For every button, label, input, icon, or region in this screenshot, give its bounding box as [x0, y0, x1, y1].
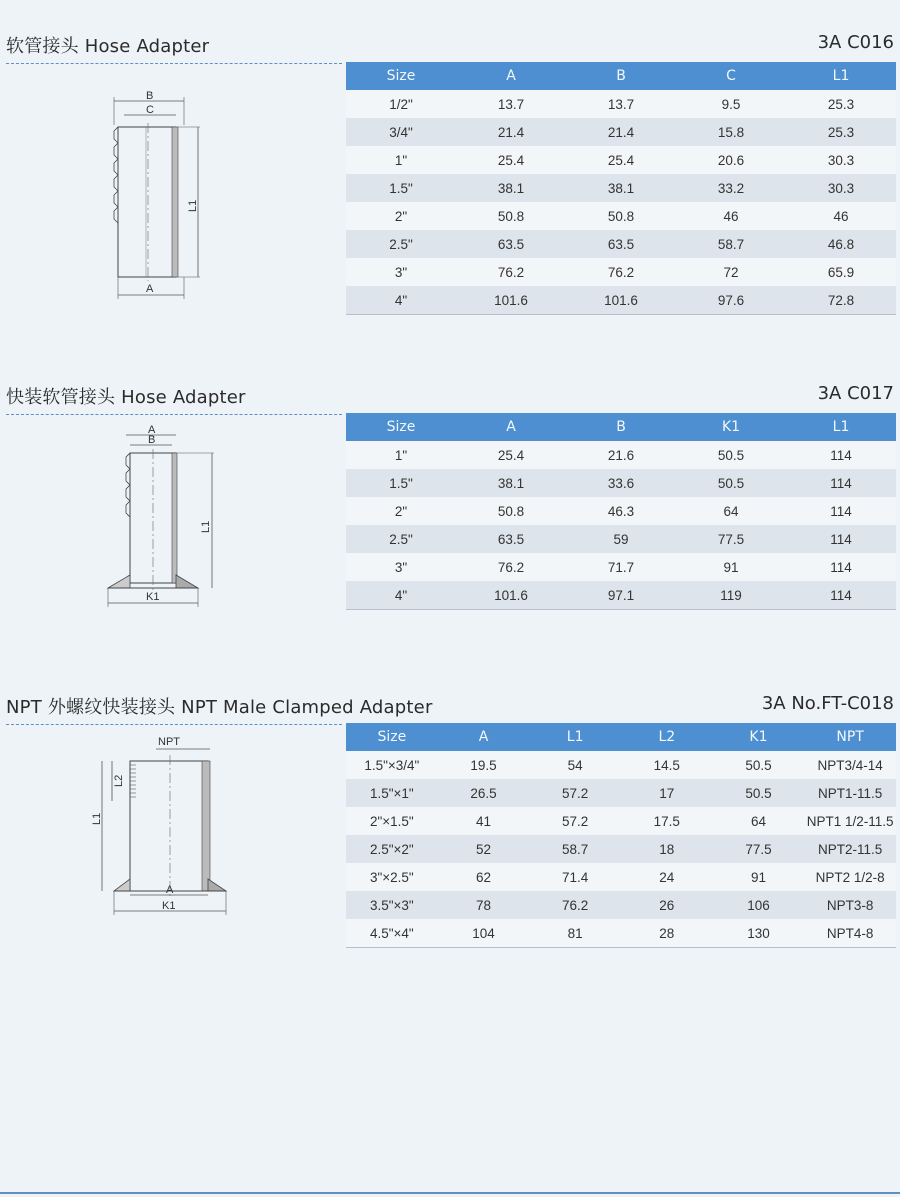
table-cell: 46.3: [566, 497, 676, 525]
dim-label-l2: L2: [113, 774, 125, 787]
page-bottom-rule: [0, 1192, 900, 1194]
spec-table-ft-c018: [346, 723, 896, 948]
clamped-hose-adapter-drawing: [0, 423, 340, 613]
dim-label-l1: L1: [200, 520, 212, 533]
table-header-row: [346, 413, 896, 441]
table-cell: NPT3/4-14: [804, 751, 896, 779]
table-cell: 50.5: [676, 469, 786, 497]
table-cell: NPT2-11.5: [804, 835, 896, 863]
table-cell: 26: [621, 891, 713, 919]
table-cell: 28: [621, 919, 713, 948]
dim-label-npt: NPT: [158, 736, 180, 748]
section-title: 快装软管接头 Hose Adapter: [6, 387, 246, 408]
table-cell: 63.5: [456, 525, 566, 553]
table-cell: 58.7: [676, 230, 786, 258]
table-cell: 25.4: [456, 441, 566, 469]
table-row: [346, 919, 896, 948]
table-cell: 14.5: [621, 751, 713, 779]
table-cell: 97.6: [676, 286, 786, 315]
column-header: A: [456, 413, 566, 441]
table-cell: 2"×1.5": [346, 807, 438, 835]
table-cell: 106: [713, 891, 805, 919]
table-cell: 101.6: [456, 286, 566, 315]
product-code: 3A No.FT-C018: [761, 693, 894, 714]
hose-adapter-drawing: [0, 87, 340, 295]
table-cell: 65.9: [786, 258, 896, 286]
table-cell: 101.6: [456, 581, 566, 610]
product-code: 3A C016: [817, 32, 894, 53]
column-header: L1: [529, 723, 621, 751]
divider: [6, 414, 342, 415]
table-cell: 119: [676, 581, 786, 610]
dim-label-a: A: [166, 884, 174, 896]
table-row: [346, 581, 896, 610]
column-header: L2: [621, 723, 713, 751]
table-cell: 114: [786, 525, 896, 553]
dim-label-l1: L1: [91, 812, 103, 825]
table-cell: 21.6: [566, 441, 676, 469]
table-header-row: [346, 62, 896, 90]
dim-label-b: B: [148, 434, 156, 446]
table-header-row: [346, 723, 896, 751]
table-cell: 101.6: [566, 286, 676, 315]
table-cell: 1.5": [346, 174, 456, 202]
table-cell: NPT2 1/2-8: [804, 863, 896, 891]
column-header: B: [566, 413, 676, 441]
table-row: [346, 258, 896, 286]
table-cell: 57.2: [529, 807, 621, 835]
table-cell: 18: [621, 835, 713, 863]
table-row: [346, 863, 896, 891]
table-cell: 4": [346, 581, 456, 610]
spec-table-c017: [346, 413, 896, 610]
table-cell: 33.6: [566, 469, 676, 497]
table-row: [346, 174, 896, 202]
table-cell: 130: [713, 919, 805, 948]
table-cell: 64: [713, 807, 805, 835]
column-header: A: [456, 62, 566, 90]
table-cell: 46.8: [786, 230, 896, 258]
table-row: [346, 441, 896, 469]
table-cell: 46: [676, 202, 786, 230]
table-cell: 38.1: [456, 174, 566, 202]
column-header: Size: [346, 62, 456, 90]
table-row: [346, 553, 896, 581]
table-cell: 1.5": [346, 469, 456, 497]
table-cell: 76.2: [566, 258, 676, 286]
table-cell: 1.5"×3/4": [346, 751, 438, 779]
table-cell: 4": [346, 286, 456, 315]
table-row: [346, 891, 896, 919]
divider: [6, 63, 342, 64]
table-row: [346, 90, 896, 118]
table-cell: 3/4": [346, 118, 456, 146]
table-row: [346, 751, 896, 779]
dim-label-l1: L1: [187, 199, 199, 212]
table-cell: 91: [676, 553, 786, 581]
table-cell: 72: [676, 258, 786, 286]
table-row: [346, 469, 896, 497]
section-title: NPT 外螺纹快装接头 NPT Male Clamped Adapter: [6, 697, 433, 718]
table-cell: 52: [438, 835, 530, 863]
table-cell: 78: [438, 891, 530, 919]
table-cell: 50.8: [566, 202, 676, 230]
table-cell: 24: [621, 863, 713, 891]
table-cell: 2.5": [346, 525, 456, 553]
table-cell: 71.4: [529, 863, 621, 891]
table-cell: 2": [346, 202, 456, 230]
table-cell: 25.3: [786, 90, 896, 118]
table-cell: 50.5: [676, 441, 786, 469]
column-header: L1: [786, 62, 896, 90]
spec-table-c016: [346, 62, 896, 315]
table-cell: 1.5"×1": [346, 779, 438, 807]
table-cell: 62: [438, 863, 530, 891]
table-row: [346, 497, 896, 525]
table-row: [346, 525, 896, 553]
table-cell: NPT1-11.5: [804, 779, 896, 807]
table-cell: NPT4-8: [804, 919, 896, 948]
table-cell: 26.5: [438, 779, 530, 807]
table-cell: 57.2: [529, 779, 621, 807]
table-cell: NPT3-8: [804, 891, 896, 919]
table-cell: 104: [438, 919, 530, 948]
dim-label-a: A: [148, 424, 156, 436]
column-header: Size: [346, 723, 438, 751]
table-cell: 1": [346, 146, 456, 174]
table-cell: 76.2: [456, 553, 566, 581]
table-cell: 77.5: [713, 835, 805, 863]
table-cell: 33.2: [676, 174, 786, 202]
table-cell: 3"×2.5": [346, 863, 438, 891]
table-cell: 114: [786, 497, 896, 525]
table-cell: 1": [346, 441, 456, 469]
table-cell: 50.8: [456, 202, 566, 230]
table-cell: 91: [713, 863, 805, 891]
table-row: [346, 202, 896, 230]
table-cell: 59: [566, 525, 676, 553]
table-cell: 19.5: [438, 751, 530, 779]
column-header: C: [676, 62, 786, 90]
table-cell: 38.1: [456, 469, 566, 497]
table-cell: 71.7: [566, 553, 676, 581]
table-cell: 2.5"×2": [346, 835, 438, 863]
table-cell: 50.5: [713, 751, 805, 779]
table-row: [346, 118, 896, 146]
table-cell: 2.5": [346, 230, 456, 258]
table-row: [346, 807, 896, 835]
table-cell: 38.1: [566, 174, 676, 202]
table-cell: 13.7: [566, 90, 676, 118]
table-cell: 30.3: [786, 146, 896, 174]
product-code: 3A C017: [817, 383, 894, 404]
table-cell: 20.6: [676, 146, 786, 174]
dim-label-a: A: [146, 283, 154, 295]
section-title: 软管接头 Hose Adapter: [6, 36, 210, 57]
column-header: L1: [786, 413, 896, 441]
table-row: [346, 286, 896, 315]
table-cell: 76.2: [456, 258, 566, 286]
column-header: K1: [676, 413, 786, 441]
table-cell: 63.5: [566, 230, 676, 258]
table-cell: 64: [676, 497, 786, 525]
table-cell: 72.8: [786, 286, 896, 315]
table-cell: 114: [786, 469, 896, 497]
table-cell: 25.4: [456, 146, 566, 174]
table-cell: 114: [786, 581, 896, 610]
table-row: [346, 146, 896, 174]
table-cell: 3": [346, 258, 456, 286]
table-cell: 1/2": [346, 90, 456, 118]
table-cell: 41: [438, 807, 530, 835]
table-cell: 3.5"×3": [346, 891, 438, 919]
table-cell: 81: [529, 919, 621, 948]
column-header: Size: [346, 413, 456, 441]
table-cell: 46: [786, 202, 896, 230]
column-header: K1: [713, 723, 805, 751]
table-cell: 21.4: [566, 118, 676, 146]
table-cell: 50.5: [713, 779, 805, 807]
table-cell: 21.4: [456, 118, 566, 146]
table-cell: 76.2: [529, 891, 621, 919]
column-header: A: [438, 723, 530, 751]
table-cell: 25.4: [566, 146, 676, 174]
table-cell: 50.8: [456, 497, 566, 525]
table-cell: 15.8: [676, 118, 786, 146]
table-cell: 54: [529, 751, 621, 779]
table-cell: 30.3: [786, 174, 896, 202]
table-cell: 17: [621, 779, 713, 807]
table-cell: 63.5: [456, 230, 566, 258]
table-cell: 3": [346, 553, 456, 581]
table-cell: NPT1 1/2-11.5: [804, 807, 896, 835]
column-header: B: [566, 62, 676, 90]
table-cell: 114: [786, 553, 896, 581]
table-cell: 4.5"×4": [346, 919, 438, 948]
table-cell: 97.1: [566, 581, 676, 610]
dim-label-k1: K1: [162, 900, 176, 912]
table-row: [346, 230, 896, 258]
table-cell: 25.3: [786, 118, 896, 146]
table-cell: 9.5: [676, 90, 786, 118]
table-row: [346, 779, 896, 807]
table-cell: 114: [786, 441, 896, 469]
table-cell: 13.7: [456, 90, 566, 118]
table-cell: 2": [346, 497, 456, 525]
dim-label-b: B: [146, 90, 154, 102]
table-cell: 58.7: [529, 835, 621, 863]
table-cell: 77.5: [676, 525, 786, 553]
table-row: [346, 835, 896, 863]
npt-adapter-drawing: [0, 733, 340, 923]
dim-label-c: C: [146, 104, 154, 116]
table-cell: 17.5: [621, 807, 713, 835]
divider: [6, 724, 342, 725]
dim-label-k1: K1: [146, 591, 160, 603]
column-header: NPT: [804, 723, 896, 751]
